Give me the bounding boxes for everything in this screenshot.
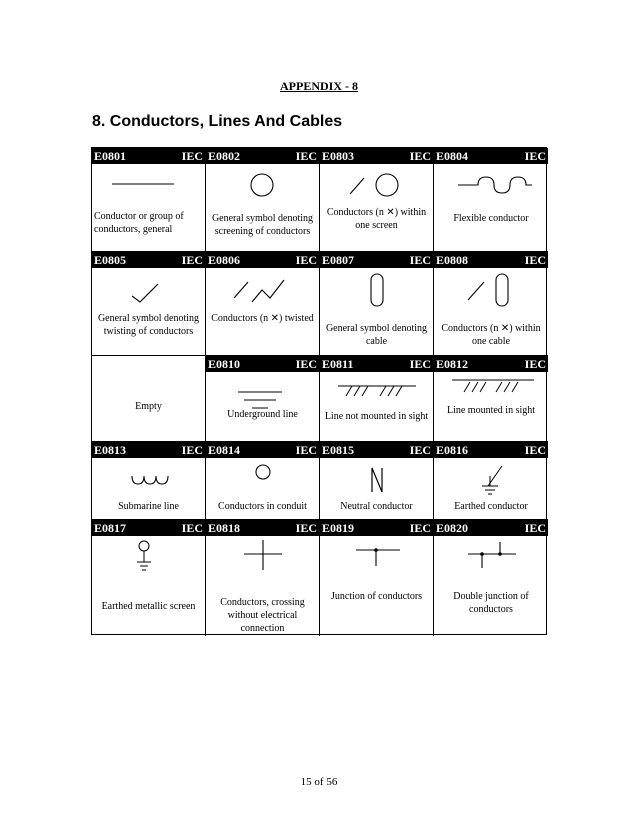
symbol-caption: Submarine line — [118, 501, 179, 512]
page-number: 15 of 56 — [300, 776, 338, 788]
symbol-standard: IEC — [181, 443, 203, 457]
symbol-code: E0810 — [208, 357, 241, 371]
symbol-cell — [320, 520, 434, 636]
symbol-header — [320, 442, 433, 458]
slash-capsule-icon — [434, 272, 547, 316]
symbol-standard: IEC — [295, 357, 317, 371]
symbol-cell — [92, 148, 206, 252]
symbol-header — [434, 520, 548, 536]
symbol-code: E0805 — [94, 253, 127, 267]
symbol-caption: Double junction of conductors — [453, 591, 529, 615]
symbol-header — [92, 148, 205, 164]
symbol-caption: Empty — [135, 401, 162, 412]
circle-icon — [206, 168, 319, 212]
junction-icon — [320, 540, 433, 584]
symbol-cell — [434, 252, 548, 356]
symbol-code: E0802 — [208, 149, 241, 163]
symbol-cell — [206, 442, 320, 520]
symbol-code: E0806 — [208, 253, 241, 267]
symbol-standard: IEC — [181, 521, 203, 535]
symbol-caption: Junction of conductors — [330, 591, 423, 602]
symbol-cell — [320, 148, 434, 252]
capsule-icon — [320, 272, 433, 316]
symbol-caption: Conductors (n ✕) within one cable — [441, 323, 541, 347]
symbol-header — [92, 520, 205, 536]
symbol-header — [206, 356, 319, 372]
earthed-screen-icon — [92, 540, 205, 584]
symbol-standard: IEC — [524, 149, 546, 163]
symbol-standard: IEC — [295, 521, 317, 535]
symbol-caption: Neutral conductor — [340, 501, 413, 512]
symbol-header — [434, 148, 548, 164]
symbol-code: E0812 — [436, 357, 469, 371]
symbol-standard: IEC — [409, 149, 431, 163]
symbol-header — [434, 356, 548, 372]
symbol-code: E0817 — [94, 521, 127, 535]
symbol-cell — [92, 252, 206, 356]
symbol-header — [206, 252, 319, 268]
symbol-header — [434, 442, 548, 458]
symbol-header — [320, 520, 433, 536]
symbol-table — [91, 147, 547, 635]
single-line-icon — [92, 168, 205, 212]
symbol-code: E0819 — [322, 521, 355, 535]
double-junction-icon — [434, 540, 547, 584]
symbol-cell — [434, 520, 548, 636]
symbol-standard: IEC — [295, 149, 317, 163]
symbol-cell — [92, 442, 206, 520]
symbol-caption: Line not mounted in sight — [324, 411, 429, 422]
symbol-header — [92, 252, 205, 268]
symbol-caption: Conductor or group of conductors, general — [94, 211, 184, 235]
symbol-header — [320, 356, 433, 372]
symbol-cell — [434, 356, 548, 442]
symbol-caption: Underground line — [227, 409, 298, 420]
symbol-code: E0814 — [208, 443, 241, 457]
symbol-code: E0820 — [436, 521, 469, 535]
symbol-standard: IEC — [409, 521, 431, 535]
symbol-cell — [434, 442, 548, 520]
symbol-caption: General symbol denoting cable — [325, 323, 428, 347]
check-zigzag-icon — [92, 272, 205, 316]
symbol-cell — [206, 252, 320, 356]
symbol-caption: Conductors (n ✕) twisted — [211, 313, 314, 324]
appendix-heading: APPENDIX - 8 — [280, 79, 358, 93]
symbol-code: E0804 — [436, 149, 469, 163]
symbol-standard: IEC — [409, 253, 431, 267]
symbol-cell — [92, 520, 206, 636]
symbol-header — [320, 148, 433, 164]
symbol-header — [206, 148, 319, 164]
symbol-caption: Earthed metallic screen — [101, 601, 196, 612]
symbol-cell — [434, 148, 548, 252]
section-title: 8. Conductors, Lines And Cables — [92, 113, 343, 130]
symbol-standard: IEC — [524, 253, 546, 267]
symbol-header — [92, 442, 205, 458]
symbol-cell — [92, 356, 206, 442]
symbol-caption: Flexible conductor — [453, 213, 529, 224]
symbol-standard: IEC — [409, 357, 431, 371]
symbol-cell — [206, 356, 320, 442]
symbol-cell — [206, 520, 320, 636]
symbol-caption: Line mounted in sight — [446, 405, 536, 416]
symbol-caption: Conductors, crossing without electrical connection — [220, 597, 305, 634]
symbol-cell — [320, 252, 434, 356]
symbol-caption: General symbol denoting twisting of conductors — [97, 313, 200, 337]
symbol-caption: Earthed conductor — [454, 501, 528, 512]
symbol-caption: Conductors (n ✕) within one screen — [326, 207, 427, 231]
symbol-code: E0807 — [322, 253, 355, 267]
symbol-code: E0813 — [94, 443, 127, 457]
symbol-header — [206, 442, 319, 458]
symbol-code: E0816 — [436, 443, 469, 457]
symbol-header — [206, 520, 319, 536]
symbol-standard: IEC — [295, 443, 317, 457]
symbol-code: E0815 — [322, 443, 355, 457]
symbol-code: E0808 — [436, 253, 469, 267]
symbol-standard: IEC — [524, 357, 546, 371]
symbol-code: E0801 — [94, 149, 127, 163]
symbol-standard: IEC — [524, 443, 546, 457]
crossing-icon — [206, 540, 319, 584]
symbol-standard: IEC — [181, 253, 203, 267]
symbol-header — [434, 252, 548, 268]
symbol-caption: General symbol denoting screening of conductors — [211, 213, 314, 237]
slash-zigzag-icon — [206, 272, 319, 316]
symbol-code: E0811 — [322, 357, 354, 371]
symbol-code: E0803 — [322, 149, 355, 163]
symbol-standard: IEC — [524, 521, 546, 535]
symbol-standard: IEC — [181, 149, 203, 163]
symbol-standard: IEC — [295, 253, 317, 267]
symbol-cell — [206, 148, 320, 252]
symbol-caption: Conductors in conduit — [218, 501, 307, 512]
symbol-standard: IEC — [409, 443, 431, 457]
symbol-cell — [320, 356, 434, 442]
wavy-line-icon — [434, 168, 547, 212]
symbol-header — [320, 252, 433, 268]
symbol-cell — [320, 442, 434, 520]
symbol-code: E0818 — [208, 521, 241, 535]
